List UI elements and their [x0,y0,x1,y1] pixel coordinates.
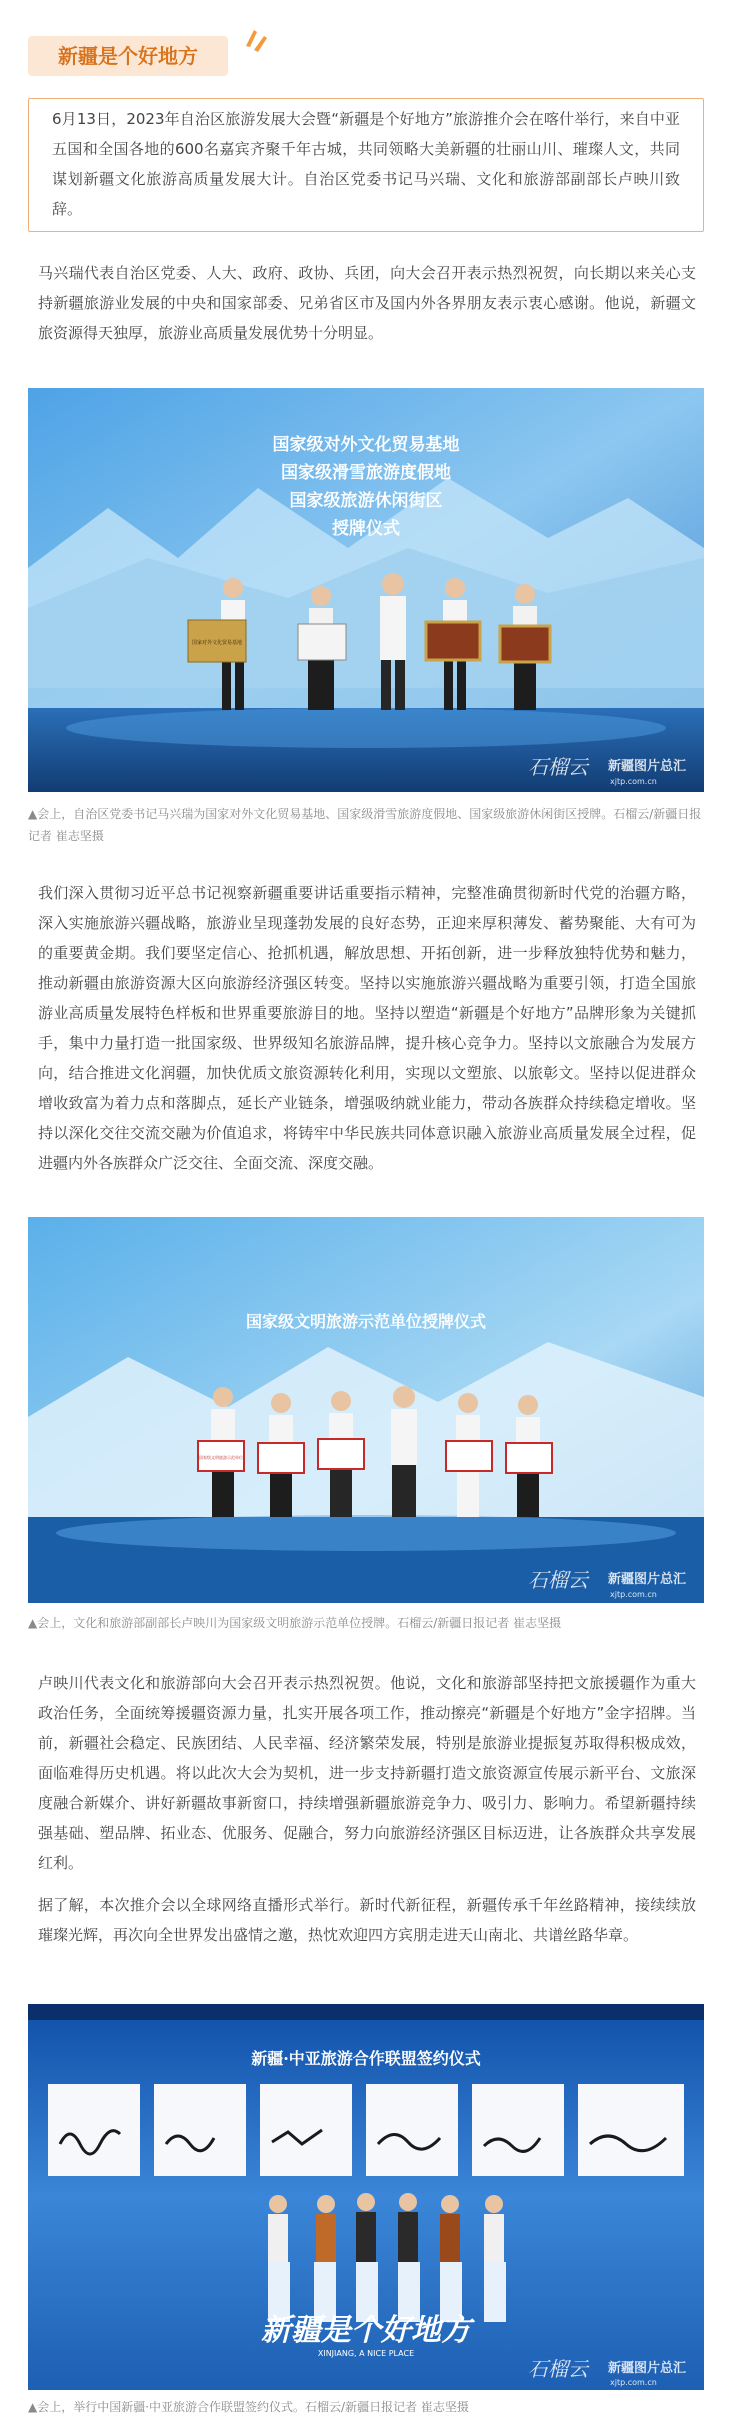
paragraph-3: 卢映川代表文化和旅游部向大会召开表示热烈祝贺。他说，文化和旅游部坚持把文旅援疆作为重大政治任务，全面统筹援疆资源力量，扎实开展各项工作，推动擦亮“新疆是个好地方”金字招牌。当前，新疆社会稳定、民族团结、人民幸福、经济繁荣发展，特别是旅游业提振复苏取得积极成效，面临难得历史机遇。将以此次大会为契机，进一步支持新疆打造文旅资源宣传展示新平台、文旅深度融合新媒介、讲好新疆故事新窗口，持续增强新疆旅游竞争力、吸引力、影响力。希望新疆持续强基础、塑品牌、拓业态、优服务、促融合，努力向旅游经济强区目标迈进，让各族群众共享发展红利。 [38,1674,696,1872]
photo-1-banner-line-2: 国家级滑雪旅游度假地 [281,463,451,483]
plaque-white [298,624,346,660]
plaque-2-text: 国家级文明旅游示范单位 [199,1455,243,1460]
photo-2-watermark: 新疆图片总汇 [608,1572,687,1587]
photo-1-banner-line-1: 国家级对外文化贸易基地 [272,435,460,455]
svg-text:石榴云: 石榴云 [528,2357,588,2381]
photo-1-illustration [28,388,704,792]
photo-2-watermark-url: xjtp.com.cn [610,1590,657,1599]
plaque-1-text: 国家对外文化贸易基地 [191,640,243,646]
section-header [28,28,704,76]
photo-award-ceremony-2 [28,1217,704,1603]
photo-2-illustration [28,1217,704,1603]
photo-3-illustration [28,2004,704,2390]
photo-1-watermark-url: xjtp.com.cn [610,777,657,786]
photo-signing-ceremony [28,2004,704,2390]
photo-award-ceremony-1 [28,388,704,792]
photo-3-banner-line-1: 新疆·中亚旅游合作联盟签约仪式 [251,2049,481,2068]
photo-1-watermark: 新疆图片总汇 [608,759,687,774]
section-title: 新疆是个好地方 [28,36,228,76]
svg-text:石榴云: 石榴云 [528,1568,588,1592]
plaque-red-1 [426,622,480,660]
photo-2-banner-line-1: 国家级文明旅游示范单位授牌仪式 [245,1312,487,1331]
photo-3-watermark: 新疆图片总汇 [608,2361,687,2376]
plaque-red-2 [500,626,550,662]
paragraph-1: 马兴瑞代表自治区党委、人大、政府、政协、兵团，向大会召开表示热烈祝贺，向长期以来关心支持新疆旅游业发展的中央和国家部委、兄弟省区市及国内外各界朋友表示衷心感谢。他说，新疆文旅资源得天独厚，旅游业高质量发展优势十分明显。 [38,264,696,342]
photo-2-caption: ▲会上，文化和旅游部副部长卢映川为国家级文明旅游示范单位授牌。石榴云/新疆日报记者 崔志坚摄 [28,1616,562,1630]
photo-3-screen-slogan: 新疆是个好地方 [261,2313,471,2348]
sparkle-icon [240,28,270,58]
paragraph-4: 据了解，本次推介会以全球网络直播形式举行。新时代新征程，新疆传承千年丝路精神，接续续放璀璨光辉，再次向全世界发出盛情之邀，热忱欢迎四方宾朋走进天山南北、共谱丝路华章。 [38,1896,696,1944]
photo-3-caption: ▲会上，举行中国新疆·中亚旅游合作联盟签约仪式。石榴云/新疆日报记者 崔志坚摄 [28,2400,469,2414]
svg-text:石榴云: 石榴云 [528,755,588,779]
photo-1-banner-line-4: 授牌仪式 [332,519,400,539]
photo-3-watermark-url: xjtp.com.cn [610,2378,657,2387]
plaque-gold [188,620,246,662]
intro-text: 6月13日，2023年自治区旅游发展大会暨“新疆是个好地方”旅游推介会在喀什举行，来自中亚五国和全国各地的600名嘉宾齐聚千年古城，共同领略大美新疆的壮丽山川、璀璨人文，共同谋划新疆文化旅游高质量发展大计。自治区党委书记马兴瑞、文化和旅游部副部长卢映川致辞。 [52,110,680,218]
photo-1-caption: ▲会上，自治区党委书记马兴瑞为国家对外文化贸易基地、国家级滑雪旅游度假地、国家级旅游休闲街区授牌。石榴云/新疆日报记者 崔志坚摄 [28,807,702,843]
photo-1-banner-line-3: 国家级旅游休闲街区 [289,491,443,511]
paragraph-2: 我们深入贯彻习近平总书记视察新疆重要讲话重要指示精神，完整准确贯彻新时代党的治疆方略，深入实施旅游兴疆战略，旅游业呈现蓬勃发展的良好态势，正迎来厚积薄发、蓄势聚能、大有可为的重要黄金期。我们要坚定信心、抢抓机遇，解放思想、开拓创新，进一步释放独特优势和魅力，推动新疆由旅游资源大区向旅游经济强区转变。坚持以实施旅游兴疆战略为重要引领，打造全国旅游业高质量发展特色样板和世界重要旅游目的地。坚持以塑造“新疆是个好地方”品牌形象为关键抓手，集中力量打造一批国家级、世界级知名旅游品牌，提升核心竞争力。坚持以文旅融合为发展方向，结合推进文化润疆，加快优质文旅资源转化利用，实现以文塑旅、以旅彰文。坚持以促进群众增收致富为着力点和落脚点，延长产业链条，增强吸纳就业能力，带动各族群众持续稳定增收。坚持以深化交往交流交融为价值追求，将铸牢中华民族共同体意识融入旅游业高质量发展全过程，促进疆内外各族群众广泛交往、全面交流、深度交融。 [38,884,696,1172]
photo-3-screen-slogan-en: XINJIANG, A NICE PLACE [317,2349,415,2358]
